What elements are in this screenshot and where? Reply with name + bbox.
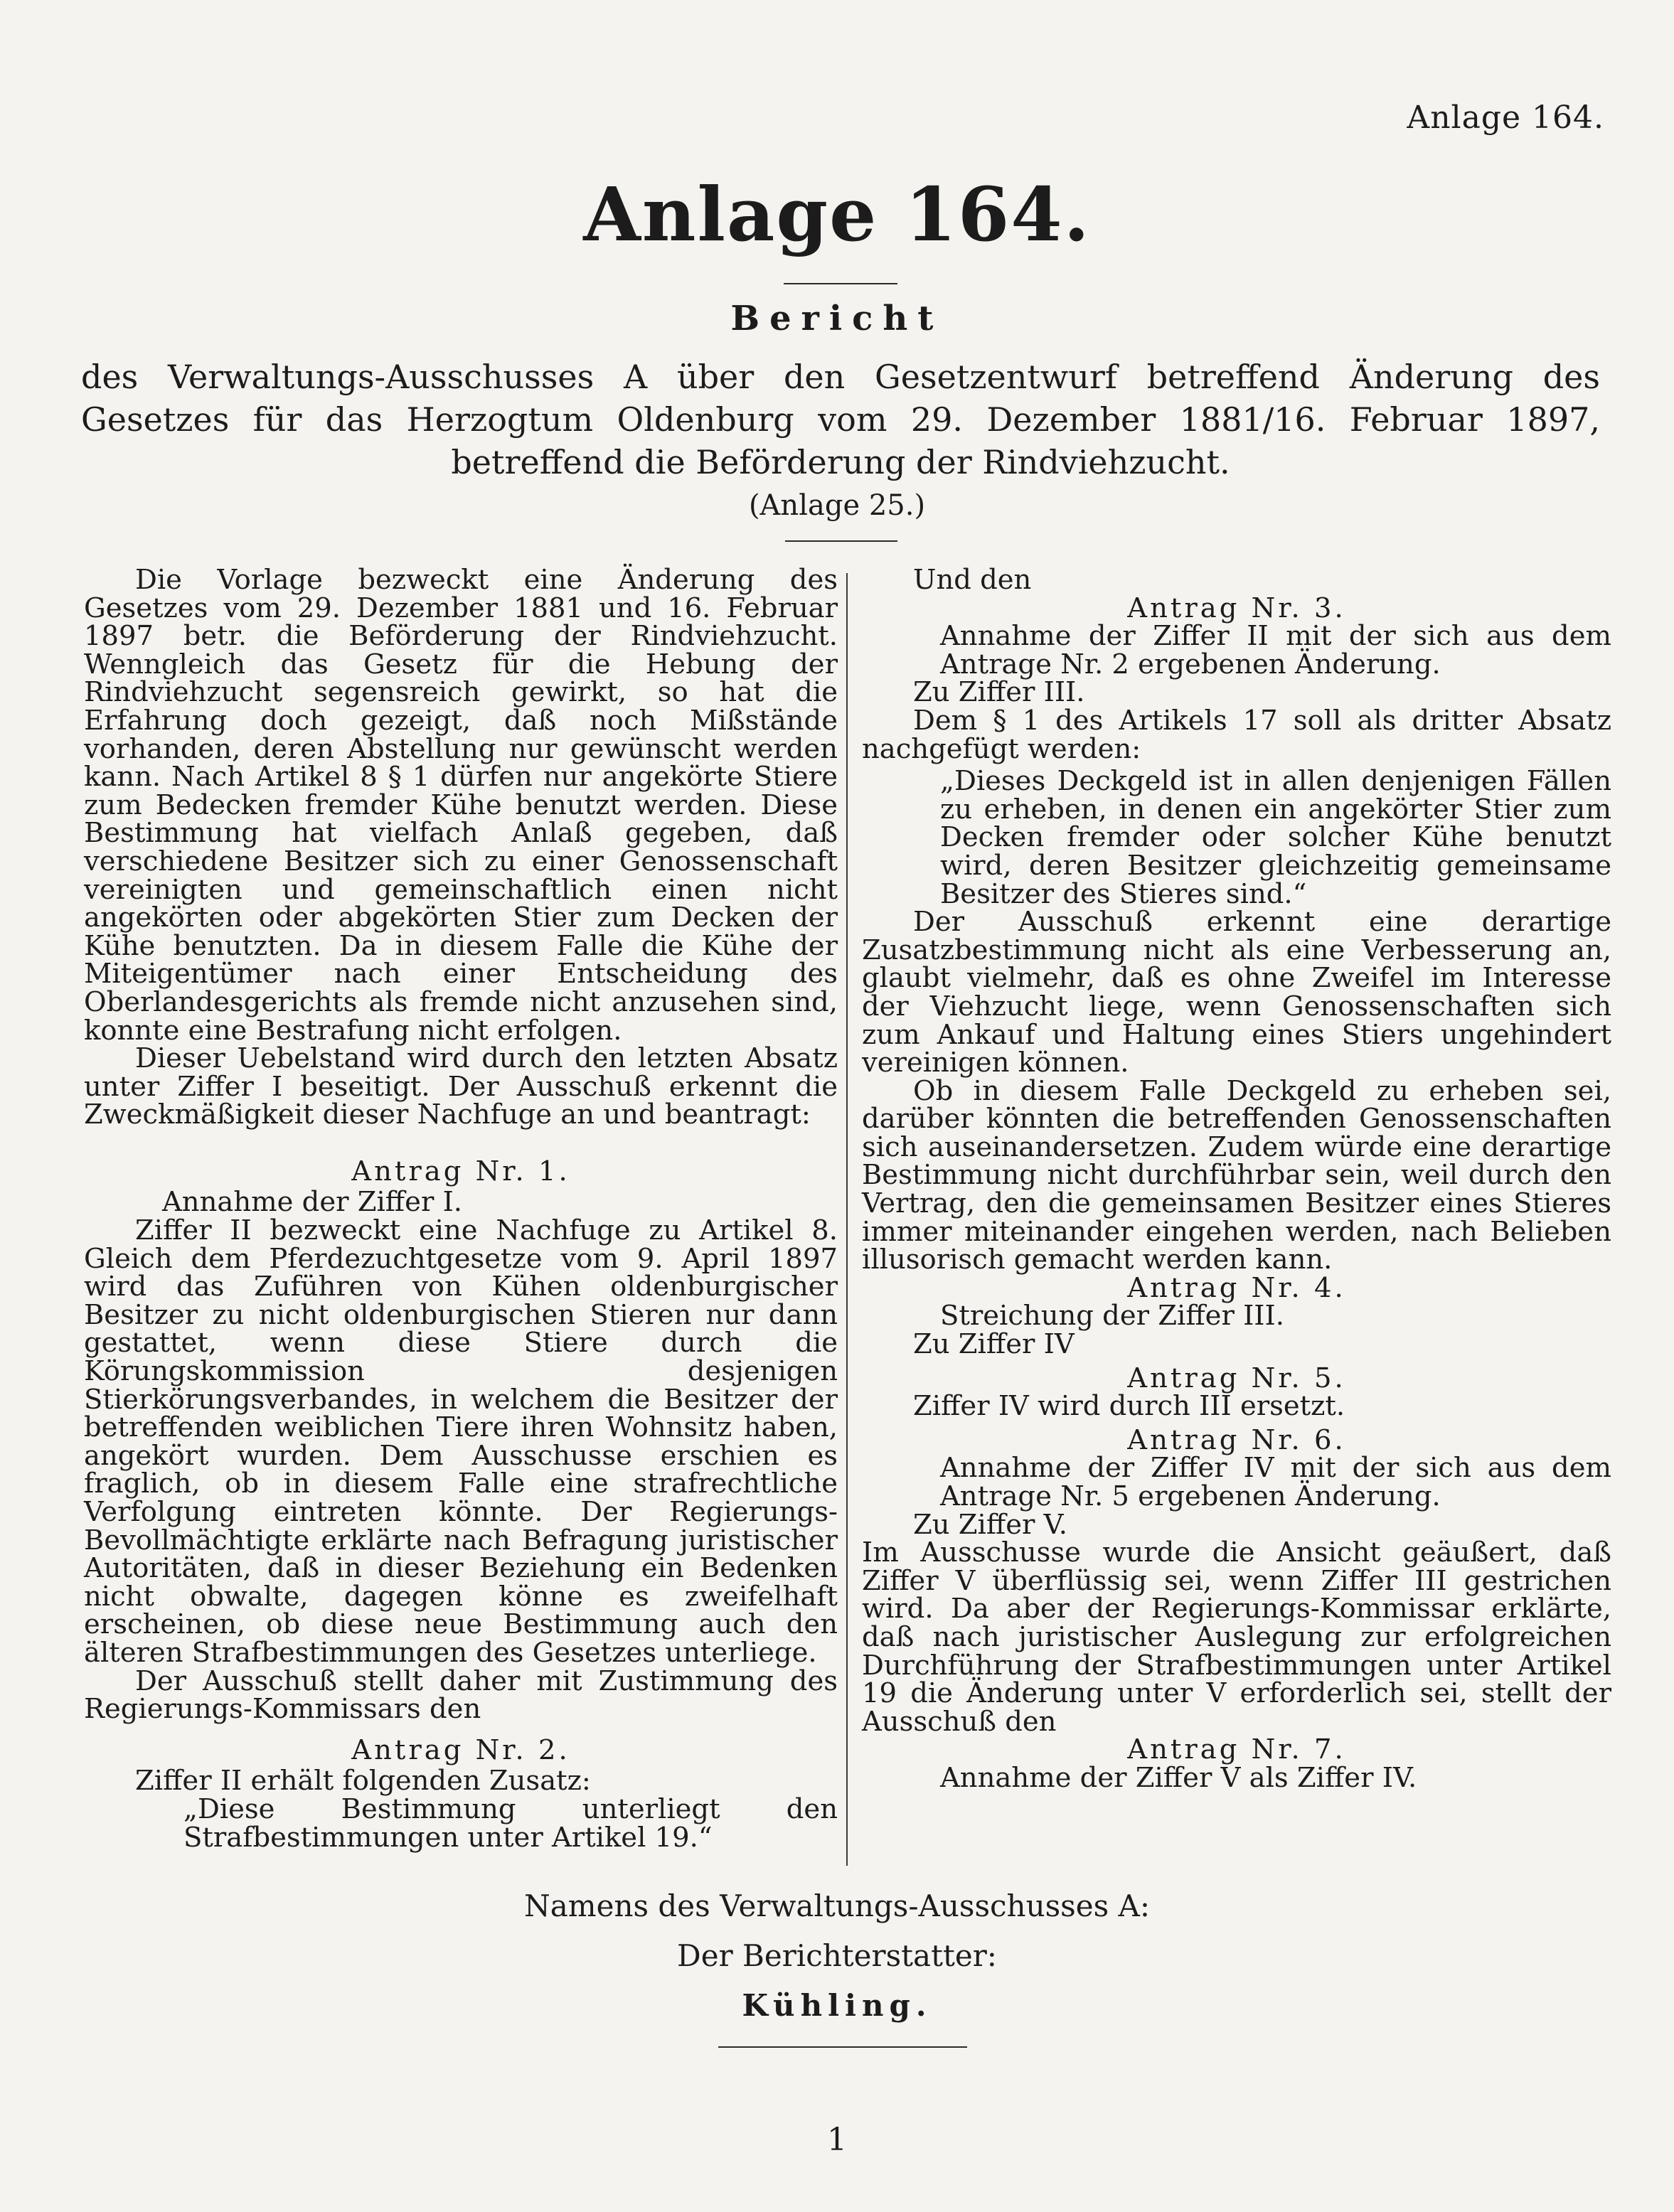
paragraph: Dieser Uebelstand wird durch den letzten Absatz unter Ziffer I beseitigt. Der Ausschuß erkennt die Zweckmäßigkeit dieser Nachfuge an und beantragt: [84, 1042, 838, 1131]
motion-heading: Antrag Nr. 3. [1127, 592, 1346, 624]
quotation: „Dieses Deckgeld ist in allen denjenigen Fällen zu erheben, in denen ein angekörter Stier zum Decken fremder oder solcher Kühe benutzt wird, deren Besitzer gleichzeitig gemeinsame Besitzer des Stieres sind.“ [940, 765, 1611, 910]
paragraph: Im Ausschusse wurde die Ansicht geäußert, daß Ziffer V überflüssig sei, wenn Ziffer III gestrichen wird. Da aber der Regierungs-Kommissar erklärte, daß nach juristischer Auslegung zur erfolgreichen Durchführung der Strafbestimmungen unter Artikel 19 die Änderung unter V erforderlich sei, stellt der Ausschuß den [862, 1537, 1611, 1738]
title-rule [784, 283, 897, 284]
report-subject: des Verwaltungs-Ausschusses A über den Gesetzentwurf betreffend Änderung des Gesetzes für das Herzogtum Oldenburg vom 29. Dezember 1881/16. Februar 1897, betreffend die Beförderung der Rindviehzucht. [81, 358, 1600, 481]
motion-heading: Antrag Nr. 7. [1127, 1733, 1346, 1766]
motion-heading: Antrag Nr. 1. [351, 1155, 570, 1187]
rapporteur-name: Kühling. [742, 1988, 932, 2023]
closing-rule [718, 2046, 967, 2048]
motion-heading: Antrag Nr. 4. [1127, 1271, 1346, 1304]
signature-block [0, 1881, 1674, 2031]
section-heading: Zu Ziffer III. [913, 676, 1085, 709]
motion-text: Ziffer IV wird durch III ersetzt. [913, 1390, 1345, 1423]
page-number: 1 [827, 2122, 847, 2158]
motion-text: Streichung der Ziffer III. [940, 1300, 1284, 1332]
section-heading: Zu Ziffer IV [913, 1328, 1075, 1361]
motion-text: Annahme der Ziffer V als Ziffer IV. [940, 1761, 1417, 1794]
motion-heading: Antrag Nr. 6. [1127, 1423, 1346, 1456]
left-column [84, 566, 838, 1852]
motion-text: Annahme der Ziffer I. [162, 1186, 463, 1219]
motion-text: Annahme der Ziffer II mit der sich aus dem Antrage Nr. 2 ergebenen Änderung. [940, 620, 1611, 680]
paragraph: Der Ausschuß erkennt eine derartige Zusatzbestimmung nicht als eine Verbesserung an, glaubt vielmehr, daß es ohne Zweifel im Interesse der Viehzucht liege, wenn Genossenschaften sich zum Ankauf und Haltung eines Stiers ungehindert vereinigen können. [862, 906, 1611, 1079]
paragraph: Dem § 1 des Artikels 17 soll als dritter Absatz nachgefügt werden: [862, 704, 1611, 765]
paragraph: Ziffer II erhält folgenden Zusatz: [135, 1765, 591, 1797]
motion-heading: Antrag Nr. 5. [1127, 1362, 1346, 1394]
attachment-reference: (Anlage 25.) [748, 489, 926, 522]
section-heading: Zu Ziffer V. [913, 1508, 1067, 1541]
quotation: „Diese Bestimmung unterliegt den Strafbestimmungen unter Artikel 19.“ [183, 1792, 838, 1854]
paragraph: Ziffer II bezweckt eine Nachfuge zu Artikel 8. Gleich dem Pferdezuchtgesetze vom 9. April 1897 wird das Zuführen von Kühen oldenburgischer Besitzer zu nicht oldenburgischen Stieren nur dann gestattet, wenn diese Stiere durch die Körungskommission desjenigen Stierkörungsverbandes, in welchem die Besitzer der betreffenden weiblichen Tiere ihren Wohnsitz haben, angekört wurden. Dem Ausschusse erschien es fraglich, ob in diesem Falle eine strafrechtliche Verfolgung eintreten könnte. Der Regierungs-Bevollmächtigte erklärte nach Befragung juristischer Autoritäten, daß in dieser Beziehung ein Bedenken nicht obwalte, dagegen könne es zweifelhaft erscheinen, ob diese neue Bestimmung auch den älteren Strafbestimmungen des Gesetzes unterliege. [84, 1214, 838, 1669]
subject-rule [785, 540, 897, 542]
paragraph: Die Vorlage bezweckt eine Änderung des Gesetzes vom 29. Dezember 1881 und 16. Februar 1897 betr. die Beförderung der Rindviehzucht. Wenngleich das Gesetz für die Hebung der Rindviehzucht segensreich gewirkt, so hat die Erfahrung doch gezeigt, daß noch Mißstände vorhanden, deren Abstellung nur gewünscht werden kann. Nach Artikel 8 § 1 dürfen nur angekörte Stiere zum Bedecken fremder Kühe benutzt werden. Diese Bestimmung hat vielfach Anlaß gegeben, daß verschiedene Besitzer sich zu einer Genossenschaft vereinigten und gemeinschaftlich einen nicht angekörten oder abgekörten Stier zum Decken der Kühe benutzten. Da in diesem Falle die Kühe der Miteigentümer nach einer Entscheidung des Oberlandesgerichts als fremde nicht anzusehen sind, konnte eine Bestrafung nicht erfolgen. [84, 564, 838, 1047]
report-heading: Bericht [730, 299, 944, 338]
paragraph: Der Ausschuß stellt daher mit Zustimmung des Regierungs-Kommissars den [84, 1665, 838, 1726]
committee-line: Namens des Verwaltungs-Ausschusses A: [524, 1888, 1150, 1923]
motion-text: Annahme der Ziffer IV mit der sich aus dem Antrage Nr. 5 ergebenen Änderung. [940, 1452, 1611, 1512]
column-divider [846, 573, 848, 1866]
page-title: Anlage 164. [583, 171, 1091, 258]
right-column [862, 566, 1611, 1792]
rapporteur-line: Der Berichterstatter: [677, 1938, 997, 1973]
paragraph: Und den [913, 564, 1032, 596]
motion-heading: Antrag Nr. 2. [351, 1733, 570, 1766]
running-head: Anlage 164. [1407, 100, 1604, 136]
paragraph: Ob in diesem Falle Deckgeld zu erheben sei, darüber könnten die betreffenden Genossenschaften sich auseinandersetzen. Zudem würde eine derartige Bestimmung nicht durchführbar sein, weil durch den Vertrag, den die gemeinsamen Besitzer eines Stieres immer miteinander eingehen werden, nach Belieben illusorisch gemacht werden kann. [862, 1074, 1611, 1276]
